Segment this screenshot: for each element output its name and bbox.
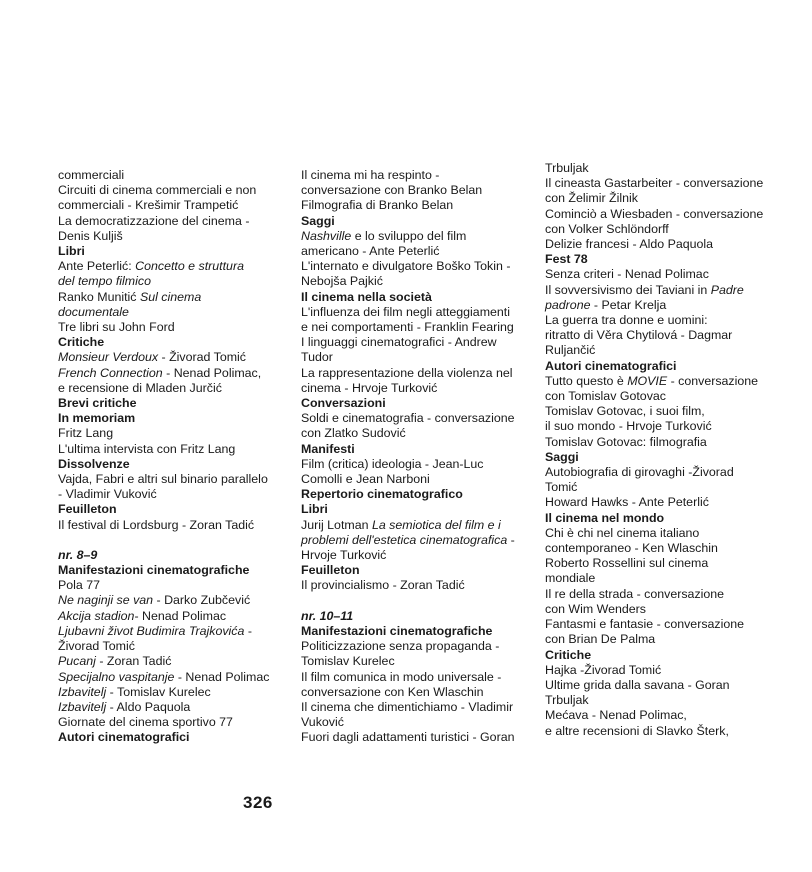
italic-title: Ljubavni život Budimira Trajkovića: [58, 623, 245, 638]
index-entry: [58, 518, 284, 533]
italic-title: Pucanj: [58, 654, 96, 669]
entry-text: Saggi: [301, 213, 335, 228]
entry-text: Ruljančić: [545, 343, 596, 358]
entry-text: In memoriam: [58, 411, 136, 426]
italic-title: Sul cinema: [139, 289, 202, 304]
entry-text: Critiche: [545, 647, 592, 662]
index-entry: [301, 229, 527, 244]
entry-text: con Brian De Palma: [545, 632, 656, 647]
entry-text: Il sovversivismo dei Taviani in: [545, 282, 711, 297]
entry-text: Pola 77: [58, 578, 101, 593]
entry-text: Il cinema nel mondo: [545, 510, 665, 525]
index-entry: [301, 700, 527, 715]
index-entry: [301, 730, 527, 745]
index-entry: [545, 389, 785, 404]
index-entry: [301, 366, 527, 381]
entry-text: Denis Kuljiš: [58, 228, 123, 243]
index-entry: [301, 274, 527, 289]
section-heading: [301, 396, 527, 411]
section-heading: [58, 335, 284, 350]
entry-text: - Vladimir Vuković: [58, 487, 157, 502]
entry-text: Autori cinematografici: [58, 730, 190, 745]
index-entry: [545, 328, 785, 343]
index-entry: [301, 426, 527, 441]
index-entry: [301, 350, 527, 365]
index-entry: [301, 259, 527, 274]
entry-text: L'influenza dei film negli atteggiamenti: [301, 304, 511, 319]
index-entry: [545, 663, 785, 678]
entry-text: Ante Peterlić:: [58, 259, 136, 274]
index-entry: [545, 617, 785, 632]
italic-title: Izbavitelj: [58, 684, 107, 699]
entry-text: Ultime grida dalla savana - Goran: [545, 677, 730, 692]
entry-text: - Zoran Tadić: [95, 654, 172, 669]
index-entry: [545, 313, 785, 328]
index-entry: [545, 191, 785, 206]
italic-title: Padre: [710, 282, 744, 297]
index-entry: [58, 183, 284, 198]
index-entry: [301, 472, 527, 487]
index-entry: [58, 715, 284, 730]
entry-text: Tomislav Kurelec: [301, 654, 395, 669]
index-entry: [58, 670, 284, 685]
index-entry: [545, 237, 785, 252]
entry-text: Tutto questo è: [545, 373, 628, 388]
italic-title: padrone: [545, 297, 591, 312]
page-number: 326: [243, 793, 273, 812]
entry-text: L'ultima intervista con Fritz Lang: [58, 441, 236, 456]
section-heading: [301, 624, 527, 639]
index-entry: [301, 381, 527, 396]
entry-text: - Nenad Polimac: [134, 608, 227, 623]
entry-text: Vajda, Fabri e altri sul binario parallelo: [58, 472, 268, 487]
section-heading: [301, 487, 527, 502]
index-entry: [545, 526, 785, 541]
index-entry: [58, 168, 284, 183]
index-entry: [58, 229, 284, 244]
index-entry: [545, 283, 785, 298]
italic-title: Concetto e struttura: [135, 259, 244, 274]
entry-text: - Darko Zubčević: [153, 593, 251, 608]
index-entry: [545, 207, 785, 222]
index-entry: [545, 724, 785, 739]
entry-text: Tudor: [301, 350, 333, 365]
index-column-3: [545, 161, 785, 739]
entry-text: con Zlatko Sudović: [301, 426, 406, 441]
index-entry: [301, 639, 527, 654]
entry-text: L'internato e divulgatore Boško Tokin -: [301, 259, 511, 274]
entry-text: Feuilleton: [58, 502, 117, 517]
entry-text: Howard Hawks - Ante Peterlić: [545, 495, 709, 510]
index-entry: [58, 426, 284, 441]
index-entry: [545, 343, 785, 358]
entry-text: La guerra tra donne e uomini:: [545, 313, 708, 328]
index-entry: [301, 670, 527, 685]
index-entry: [545, 678, 785, 693]
entry-text: Libri: [58, 244, 85, 259]
index-entry: [58, 700, 284, 715]
entry-text: Jurij Lotman: [301, 517, 372, 532]
entry-text: Cominciò a Wiesbaden - conversazione: [545, 206, 764, 221]
index-column-1: [58, 168, 284, 746]
entry-text: Repertorio cinematografico: [301, 487, 463, 502]
section-heading: [58, 244, 284, 259]
entry-text: Il cinema nella società: [301, 289, 432, 304]
index-entry: [58, 198, 284, 213]
index-entry: [58, 593, 284, 608]
entry-text: Delizie francesi - Aldo Paquola: [545, 237, 714, 252]
index-entry: [58, 487, 284, 502]
italic-title: Izbavitelj: [58, 699, 107, 714]
section-heading: [301, 442, 527, 457]
entry-text: e lo sviluppo del film: [351, 228, 467, 243]
entry-text: Manifesti: [301, 441, 355, 456]
index-entry: [301, 457, 527, 472]
index-entry: [545, 602, 785, 617]
section-heading: [58, 411, 284, 426]
index-entry: [545, 161, 785, 176]
index-entry: [301, 411, 527, 426]
index-entry: [545, 176, 785, 191]
entry-text: Trbuljak: [545, 693, 589, 708]
index-entry: [58, 578, 284, 593]
entry-text: nr. 8–9: [58, 547, 98, 562]
entry-text: Filmografia di Branko Belan: [301, 198, 454, 213]
entry-text: Trbuljak: [545, 161, 589, 175]
entry-text: Autori cinematografici: [545, 358, 677, 373]
index-column-2: [301, 168, 527, 746]
entry-text: Mećava - Nenad Polimac,: [545, 708, 687, 723]
index-entry: [301, 518, 527, 533]
entry-text: La democratizzazione del cinema -: [58, 213, 250, 228]
entry-text: Fest 78: [545, 252, 588, 267]
entry-text: Conversazioni: [301, 396, 386, 411]
entry-text: Fuori dagli adattamenti turistici - Goran: [301, 730, 515, 745]
section-heading: [58, 396, 284, 411]
entry-text: americano - Ante Peterlić: [301, 244, 440, 259]
entry-text: Il re della strada - conversazione: [545, 586, 725, 601]
index-entry: [545, 465, 785, 480]
index-entry: [301, 198, 527, 213]
index-entry: [545, 495, 785, 510]
index-entry: [58, 472, 284, 487]
entry-text: Chi è chi nel cinema italiano: [545, 525, 700, 540]
section-heading: [58, 563, 284, 578]
index-entry: [301, 685, 527, 700]
index-entry: [545, 693, 785, 708]
entry-text: Tomislav Gotovac: filmografia: [545, 434, 707, 449]
entry-text: Senza criteri - Nenad Polimac: [545, 267, 709, 282]
entry-text: conversazione con Branko Belan: [301, 183, 483, 198]
entry-text: cinema - Hrvoje Turković: [301, 380, 438, 395]
index-entry: [301, 578, 527, 593]
entry-text: Saggi: [545, 449, 579, 464]
index-entry: [301, 715, 527, 730]
index-entry: [58, 274, 284, 289]
entry-text: Hajka -Živorad Tomić: [545, 662, 662, 677]
index-entry: [545, 587, 785, 602]
index-entry: [545, 419, 785, 434]
index-entry: [58, 442, 284, 457]
entry-text: Fritz Lang: [58, 426, 114, 441]
entry-text: nr. 10–11: [301, 608, 354, 623]
italic-title: Akcija stadion: [58, 608, 135, 623]
section-heading: [545, 252, 785, 267]
section-heading: [545, 648, 785, 663]
index-entry: [545, 374, 785, 389]
entry-text: Il cinema che dimentichiamo - Vladimir: [301, 699, 514, 714]
entry-text: -: [244, 623, 252, 638]
entry-text: Comolli e Jean Narboni: [301, 472, 430, 487]
entry-text: mondiale: [545, 571, 596, 586]
index-entry: [58, 320, 284, 335]
entry-text: Fantasmi e fantasie - conversazione: [545, 617, 745, 632]
entry-text: Il festival di Lordsburg - Zoran Tadić: [58, 517, 255, 532]
entry-text: Tomić: [545, 480, 578, 495]
index-entry: [301, 548, 527, 563]
section-heading: [301, 563, 527, 578]
issue-heading: [58, 548, 284, 563]
entry-text: e altre recensioni di Slavko Šterk,: [545, 723, 729, 738]
section-heading: [58, 730, 284, 745]
entry-text: La rappresentazione della violenza nel: [301, 365, 513, 380]
index-entry: [545, 480, 785, 495]
entry-text: Manifestazioni cinematografiche: [301, 623, 493, 638]
index-entry: [301, 335, 527, 350]
section-heading: [545, 450, 785, 465]
entry-text: e nei comportamenti - Franklin Fearing: [301, 320, 514, 335]
index-entry: [301, 533, 527, 548]
index-entry: [58, 685, 284, 700]
section-heading: [545, 359, 785, 374]
entry-text: Giornate del cinema sportivo 77: [58, 715, 233, 730]
entry-text: - Aldo Paquola: [106, 699, 191, 714]
index-entry: [301, 168, 527, 183]
entry-text: Hrvoje Turković: [301, 548, 387, 563]
entry-text: contemporaneo - Ken Wlaschin: [545, 541, 718, 556]
index-entry: [545, 298, 785, 313]
section-heading: [301, 290, 527, 305]
index-entry: [58, 366, 284, 381]
entry-text: Il film comunica in modo universale -: [301, 669, 502, 684]
entry-text: ritratto di Věra Chytilová - Dagmar: [545, 328, 733, 343]
section-heading: [301, 214, 527, 229]
entry-text: il suo mondo - Hrvoje Turković: [545, 419, 712, 434]
section-heading: [301, 502, 527, 517]
italic-title: problemi dell'estetica cinematografica: [301, 532, 508, 547]
entry-text: con Wim Wenders: [545, 601, 646, 616]
entry-text: Il provincialismo - Zoran Tadić: [301, 578, 465, 593]
index-entry: [58, 639, 284, 654]
index-entry: [545, 404, 785, 419]
index-entry: [58, 305, 284, 320]
section-heading: [545, 511, 785, 526]
index-entry: [58, 381, 284, 396]
italic-title: Specijalno vaspitanje: [58, 669, 175, 684]
index-entry: [301, 183, 527, 198]
index-entry: [301, 654, 527, 669]
entry-text: Nebojša Pajkić: [301, 274, 383, 289]
entry-text: commerciali - Krešimir Trampetić: [58, 198, 239, 213]
entry-text: con Tomislav Gotovac: [545, 389, 666, 404]
index-entry: [58, 624, 284, 639]
entry-text: commerciali: [58, 168, 125, 182]
italic-title: Ne naginji se van: [58, 593, 154, 608]
index-entry: [545, 632, 785, 647]
entry-text: con Volker Schlöndorff: [545, 221, 669, 236]
section-heading: [58, 502, 284, 517]
index-entry: [301, 244, 527, 259]
entry-text: - Nenad Polimac: [174, 669, 270, 684]
entry-text: Manifestazioni cinematografiche: [58, 563, 250, 578]
entry-text: Autobiografia di girovaghi -Živorad: [545, 465, 734, 480]
entry-text: Il cineasta Gastarbeiter - conversazione: [545, 176, 764, 191]
index-entry: [545, 556, 785, 571]
entry-text: Film (critica) ideologia - Jean-Luc: [301, 456, 484, 471]
entry-text: Politicizzazione senza propaganda -: [301, 639, 500, 654]
entry-text: Feuilleton: [301, 563, 360, 578]
entry-text: Tomislav Gotovac, i suoi film,: [545, 404, 705, 419]
entry-text: Vuković: [301, 715, 344, 730]
entry-text: Il cinema mi ha respinto -: [301, 168, 440, 182]
entry-text: I linguaggi cinematografici - Andrew: [301, 335, 497, 350]
entry-text: Circuiti di cinema commerciali e non: [58, 183, 257, 198]
index-entry: [58, 350, 284, 365]
index-entry: [58, 214, 284, 229]
entry-text: conversazione con Ken Wlaschin: [301, 684, 484, 699]
entry-text: - conversazione: [667, 373, 759, 388]
entry-text: Živorad Tomić: [58, 639, 135, 654]
italic-title: Nashville: [301, 228, 352, 243]
entry-text: e recensione di Mladen Jurčić: [58, 380, 222, 395]
index-entry: [58, 290, 284, 305]
entry-text: Ranko Munitić: [58, 289, 140, 304]
italic-title: documentale: [58, 304, 129, 319]
entry-text: Brevi critiche: [58, 396, 137, 411]
italic-title: del tempo filmico: [58, 274, 151, 289]
index-entry: [58, 654, 284, 669]
entry-text: Soldi e cinematografia - conversazione: [301, 411, 515, 426]
index-entry: [301, 305, 527, 320]
index-entry: [545, 541, 785, 556]
index-entry: [545, 708, 785, 723]
italic-title: Monsieur Verdoux: [58, 350, 159, 365]
italic-title: French Connection: [58, 365, 163, 380]
index-entry: [545, 571, 785, 586]
index-entry: [545, 435, 785, 450]
entry-text: Roberto Rossellini sul cinema: [545, 556, 709, 571]
italic-title: MOVIE: [627, 373, 668, 388]
entry-text: -: [507, 532, 515, 547]
entry-text: Tre libri su John Ford: [58, 320, 175, 335]
index-entry: [301, 320, 527, 335]
entry-text: - Tomislav Kurelec: [106, 684, 211, 699]
entry-text: Dissolvenze: [58, 456, 130, 471]
issue-heading: [301, 609, 527, 624]
entry-text: - Živorad Tomić: [158, 350, 246, 365]
index-entry: [545, 267, 785, 282]
entry-text: - Petar Krelja: [590, 297, 667, 312]
entry-text: Libri: [301, 502, 328, 517]
section-heading: [58, 457, 284, 472]
index-entry: [58, 609, 284, 624]
italic-title: La semiotica del film e i: [371, 517, 501, 532]
index-entry: [545, 222, 785, 237]
entry-text: - Nenad Polimac,: [162, 365, 262, 380]
entry-text: Critiche: [58, 335, 105, 350]
index-entry: [58, 259, 284, 274]
entry-text: con Želimir Žilnik: [545, 191, 638, 206]
